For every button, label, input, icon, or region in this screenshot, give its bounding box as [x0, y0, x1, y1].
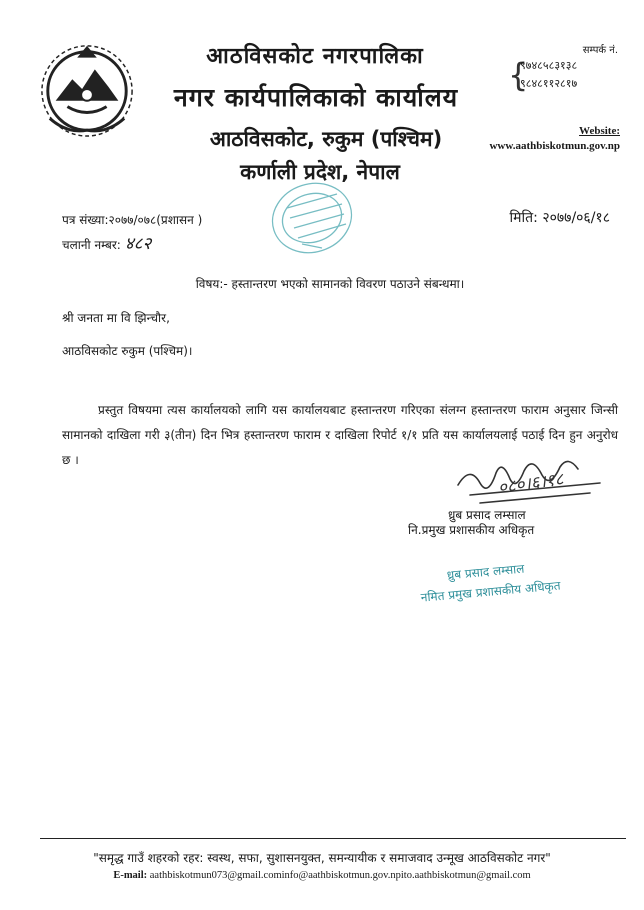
recipient-address: आठविसकोट रुकुम (पश्चिम)।	[62, 344, 193, 358]
signatory-name: ध्रुब प्रसाद लम्साल	[448, 508, 526, 522]
phone-list	[508, 56, 618, 96]
recipient-name: श्री जनता मा वि झिन्चौर,	[62, 311, 170, 325]
signatory-stamp	[418, 551, 622, 618]
dispatch-label: चलानी नम्बर:	[62, 238, 121, 252]
signature-icon	[450, 445, 610, 515]
office-stamp-icon	[262, 178, 370, 258]
website-link[interactable]: www.aathbiskotmun.gov.np	[489, 140, 620, 152]
phone-number: ९८४८११२८१७	[520, 77, 578, 90]
phone-number: ९७४८५८३१३८	[520, 59, 578, 72]
office-location: आठविसकोट, रुकुम (पश्चिम)	[209, 127, 443, 151]
brace-icon: {	[508, 56, 529, 94]
letter-body: प्रस्तुत विषयमा त्यस कार्यालयको लागि यस कार्यालयबाट हस्तान्तरण गरिएका संलग्न हस्तान्तरण फाराम अनुसार जिन्सी सामानको दाखिला गरी ३(तीन) दिन भित्र हस्तान्तरण फाराम र दाखिला रिपोर्ट १/१ प्रति यस कार्यालयलाई पठाई दिन हुन अनुरोध छ ।	[62, 403, 618, 467]
footer-motto: "समृद्ध गाउँ शहरको रहर: स्वस्थ, सफा, सुशासनयुक्त, समन्यायीक र समाजवाद उन्मूख आठविसकोट नगर"	[93, 851, 551, 865]
email-label: E-mail:	[113, 870, 148, 881]
handwritten-date: ०८०।६।१८	[496, 469, 565, 499]
signatory-title: नि.प्रमुख प्रशासकीय अधिकृत	[408, 523, 535, 537]
email-value[interactable]: aathbiskotmun073@gmail.cominfo@aathbiskotmun.gov.npito.aathbiskotmun@gmail.com	[149, 870, 531, 881]
letter-date: मिति: २०७७/०६/१८	[509, 210, 610, 226]
nepal-emblem-icon	[38, 40, 136, 138]
stamp-title: नमित प्रमुख प्रशासकीय अधिकृत	[420, 578, 562, 605]
footer-email	[20, 870, 624, 881]
website-label: Website:	[579, 125, 620, 137]
province-country: कर्णाली प्रदेश, नेपाल	[240, 160, 400, 184]
subject-line: विषय:- हस्तान्तरण भएको सामानको विवरण पठाउने संबन्धमा।	[195, 277, 465, 291]
stamp-name: ध्रुब प्रसाद लम्साल	[446, 561, 525, 583]
office-name: नगर कार्यपालिकाको कार्यालय	[173, 83, 459, 112]
dispatch-value: ४८२	[124, 234, 152, 254]
contact-label: सम्पर्क नं.	[582, 45, 618, 56]
dispatch-number	[62, 231, 151, 254]
letter-number: पत्र संख्या:२०७७/०७८(प्रशासन )	[62, 213, 203, 227]
footer-divider	[40, 838, 626, 839]
municipality-name: आठविसकोट नगरपालिका	[206, 44, 424, 69]
